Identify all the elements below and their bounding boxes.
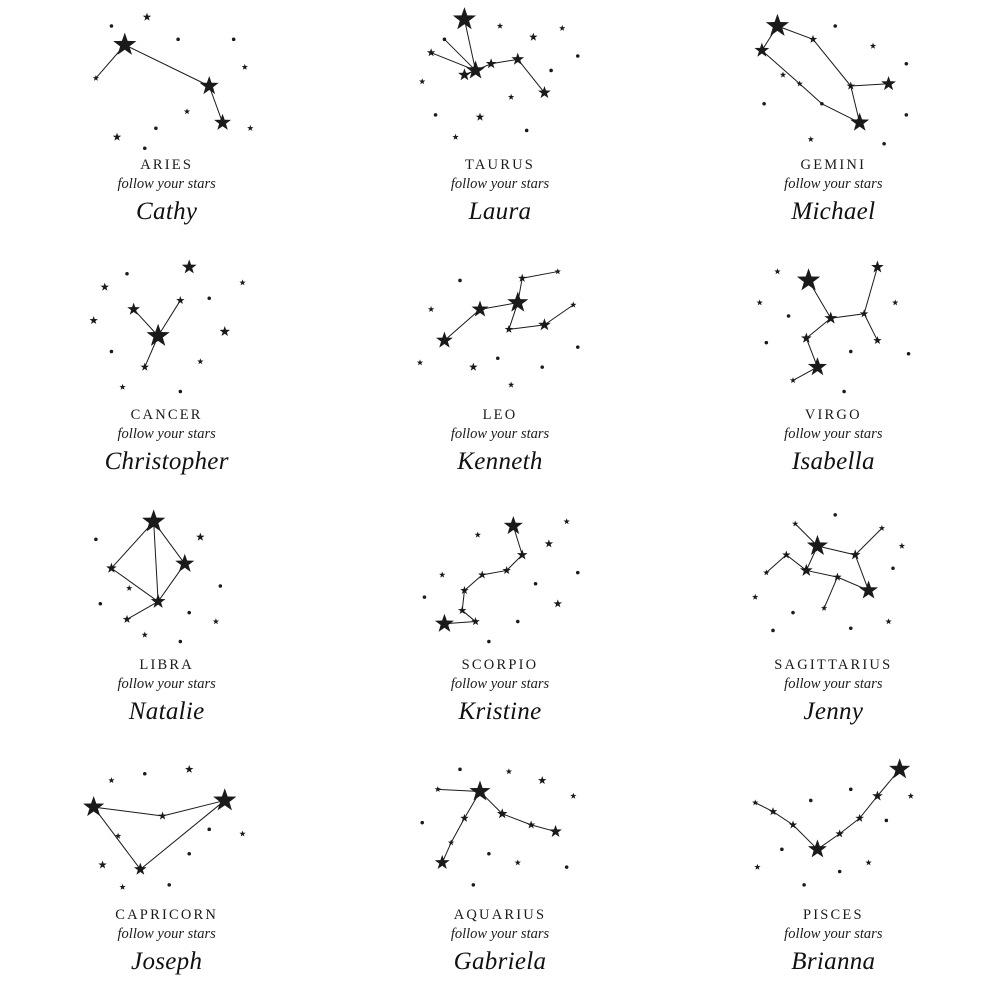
constellation-card[interactable]: [0, 750, 333, 1000]
tagline: follow your stars: [450, 425, 550, 442]
constellation-art: [733, 506, 933, 656]
constellation-art: [67, 256, 267, 406]
personal-name: Christopher: [104, 447, 229, 475]
tagline: follow your stars: [117, 175, 216, 192]
constellation-card[interactable]: [667, 0, 1000, 250]
tagline: follow your stars: [784, 925, 883, 942]
constellation-card[interactable]: [333, 250, 666, 500]
sign-label: AQUARIUS: [453, 907, 547, 923]
constellation-art: [400, 256, 600, 406]
personal-name: Gabriela: [453, 947, 547, 975]
sign-label: PISCES: [802, 907, 864, 923]
constellation-svg: [400, 256, 600, 406]
constellation-card[interactable]: [667, 750, 1000, 1000]
constellation-svg: [733, 756, 933, 906]
personal-name: Natalie: [128, 697, 205, 725]
personal-name: Joseph: [131, 947, 203, 975]
constellation-svg: [733, 506, 933, 656]
constellation-art: [67, 506, 267, 656]
constellation-art: [733, 6, 933, 156]
constellation-svg: [400, 6, 600, 156]
constellation-svg: [67, 506, 267, 656]
personal-name: Michael: [791, 197, 876, 225]
constellation-svg: [67, 256, 267, 406]
sign-label: CAPRICORN: [115, 907, 219, 923]
sign-label: CANCER: [130, 407, 203, 423]
constellation-svg: [733, 256, 933, 406]
sign-label: VIRGO: [804, 407, 862, 423]
constellation-art: [400, 756, 600, 906]
constellation-svg: [733, 6, 933, 156]
sign-label: GEMINI: [800, 157, 867, 173]
tagline: follow your stars: [450, 175, 550, 192]
personal-name: Laura: [468, 197, 532, 225]
tagline: follow your stars: [450, 675, 550, 692]
constellation-card[interactable]: [0, 500, 333, 750]
constellation-card[interactable]: [333, 0, 666, 250]
constellation-svg: [400, 756, 600, 906]
personal-name: Jenny: [803, 697, 864, 725]
constellation-svg: [400, 506, 600, 656]
constellation-svg: [67, 6, 267, 156]
tagline: follow your stars: [117, 925, 216, 942]
tagline: follow your stars: [117, 675, 216, 692]
constellation-art: [733, 256, 933, 406]
constellation-card[interactable]: [667, 250, 1000, 500]
personal-name: Isabella: [791, 447, 875, 475]
sign-label: LIBRA: [139, 657, 194, 673]
constellation-art: [400, 6, 600, 156]
constellation-card[interactable]: [0, 0, 333, 250]
tagline: follow your stars: [784, 425, 883, 442]
tagline: follow your stars: [450, 925, 550, 942]
tagline: follow your stars: [784, 175, 883, 192]
constellation-card[interactable]: [333, 750, 666, 1000]
personal-name: Kenneth: [457, 447, 543, 475]
personal-name: Kristine: [458, 697, 542, 725]
tagline: follow your stars: [784, 675, 883, 692]
sign-label: SCORPIO: [461, 657, 539, 673]
constellation-art: [67, 756, 267, 906]
personal-name: Brianna: [791, 947, 876, 975]
constellation-svg: [67, 756, 267, 906]
constellation-art: [400, 506, 600, 656]
personal-name: Cathy: [136, 197, 198, 225]
constellation-art: [733, 756, 933, 906]
sign-label: TAURUS: [464, 157, 536, 173]
sign-label: LEO: [482, 407, 518, 423]
constellation-art: [67, 6, 267, 156]
sign-label: ARIES: [140, 157, 194, 173]
sign-label: SAGITTARIUS: [774, 657, 893, 673]
tagline: follow your stars: [117, 425, 216, 442]
constellation-card[interactable]: [667, 500, 1000, 750]
constellation-card[interactable]: [333, 500, 666, 750]
constellation-card[interactable]: [0, 250, 333, 500]
